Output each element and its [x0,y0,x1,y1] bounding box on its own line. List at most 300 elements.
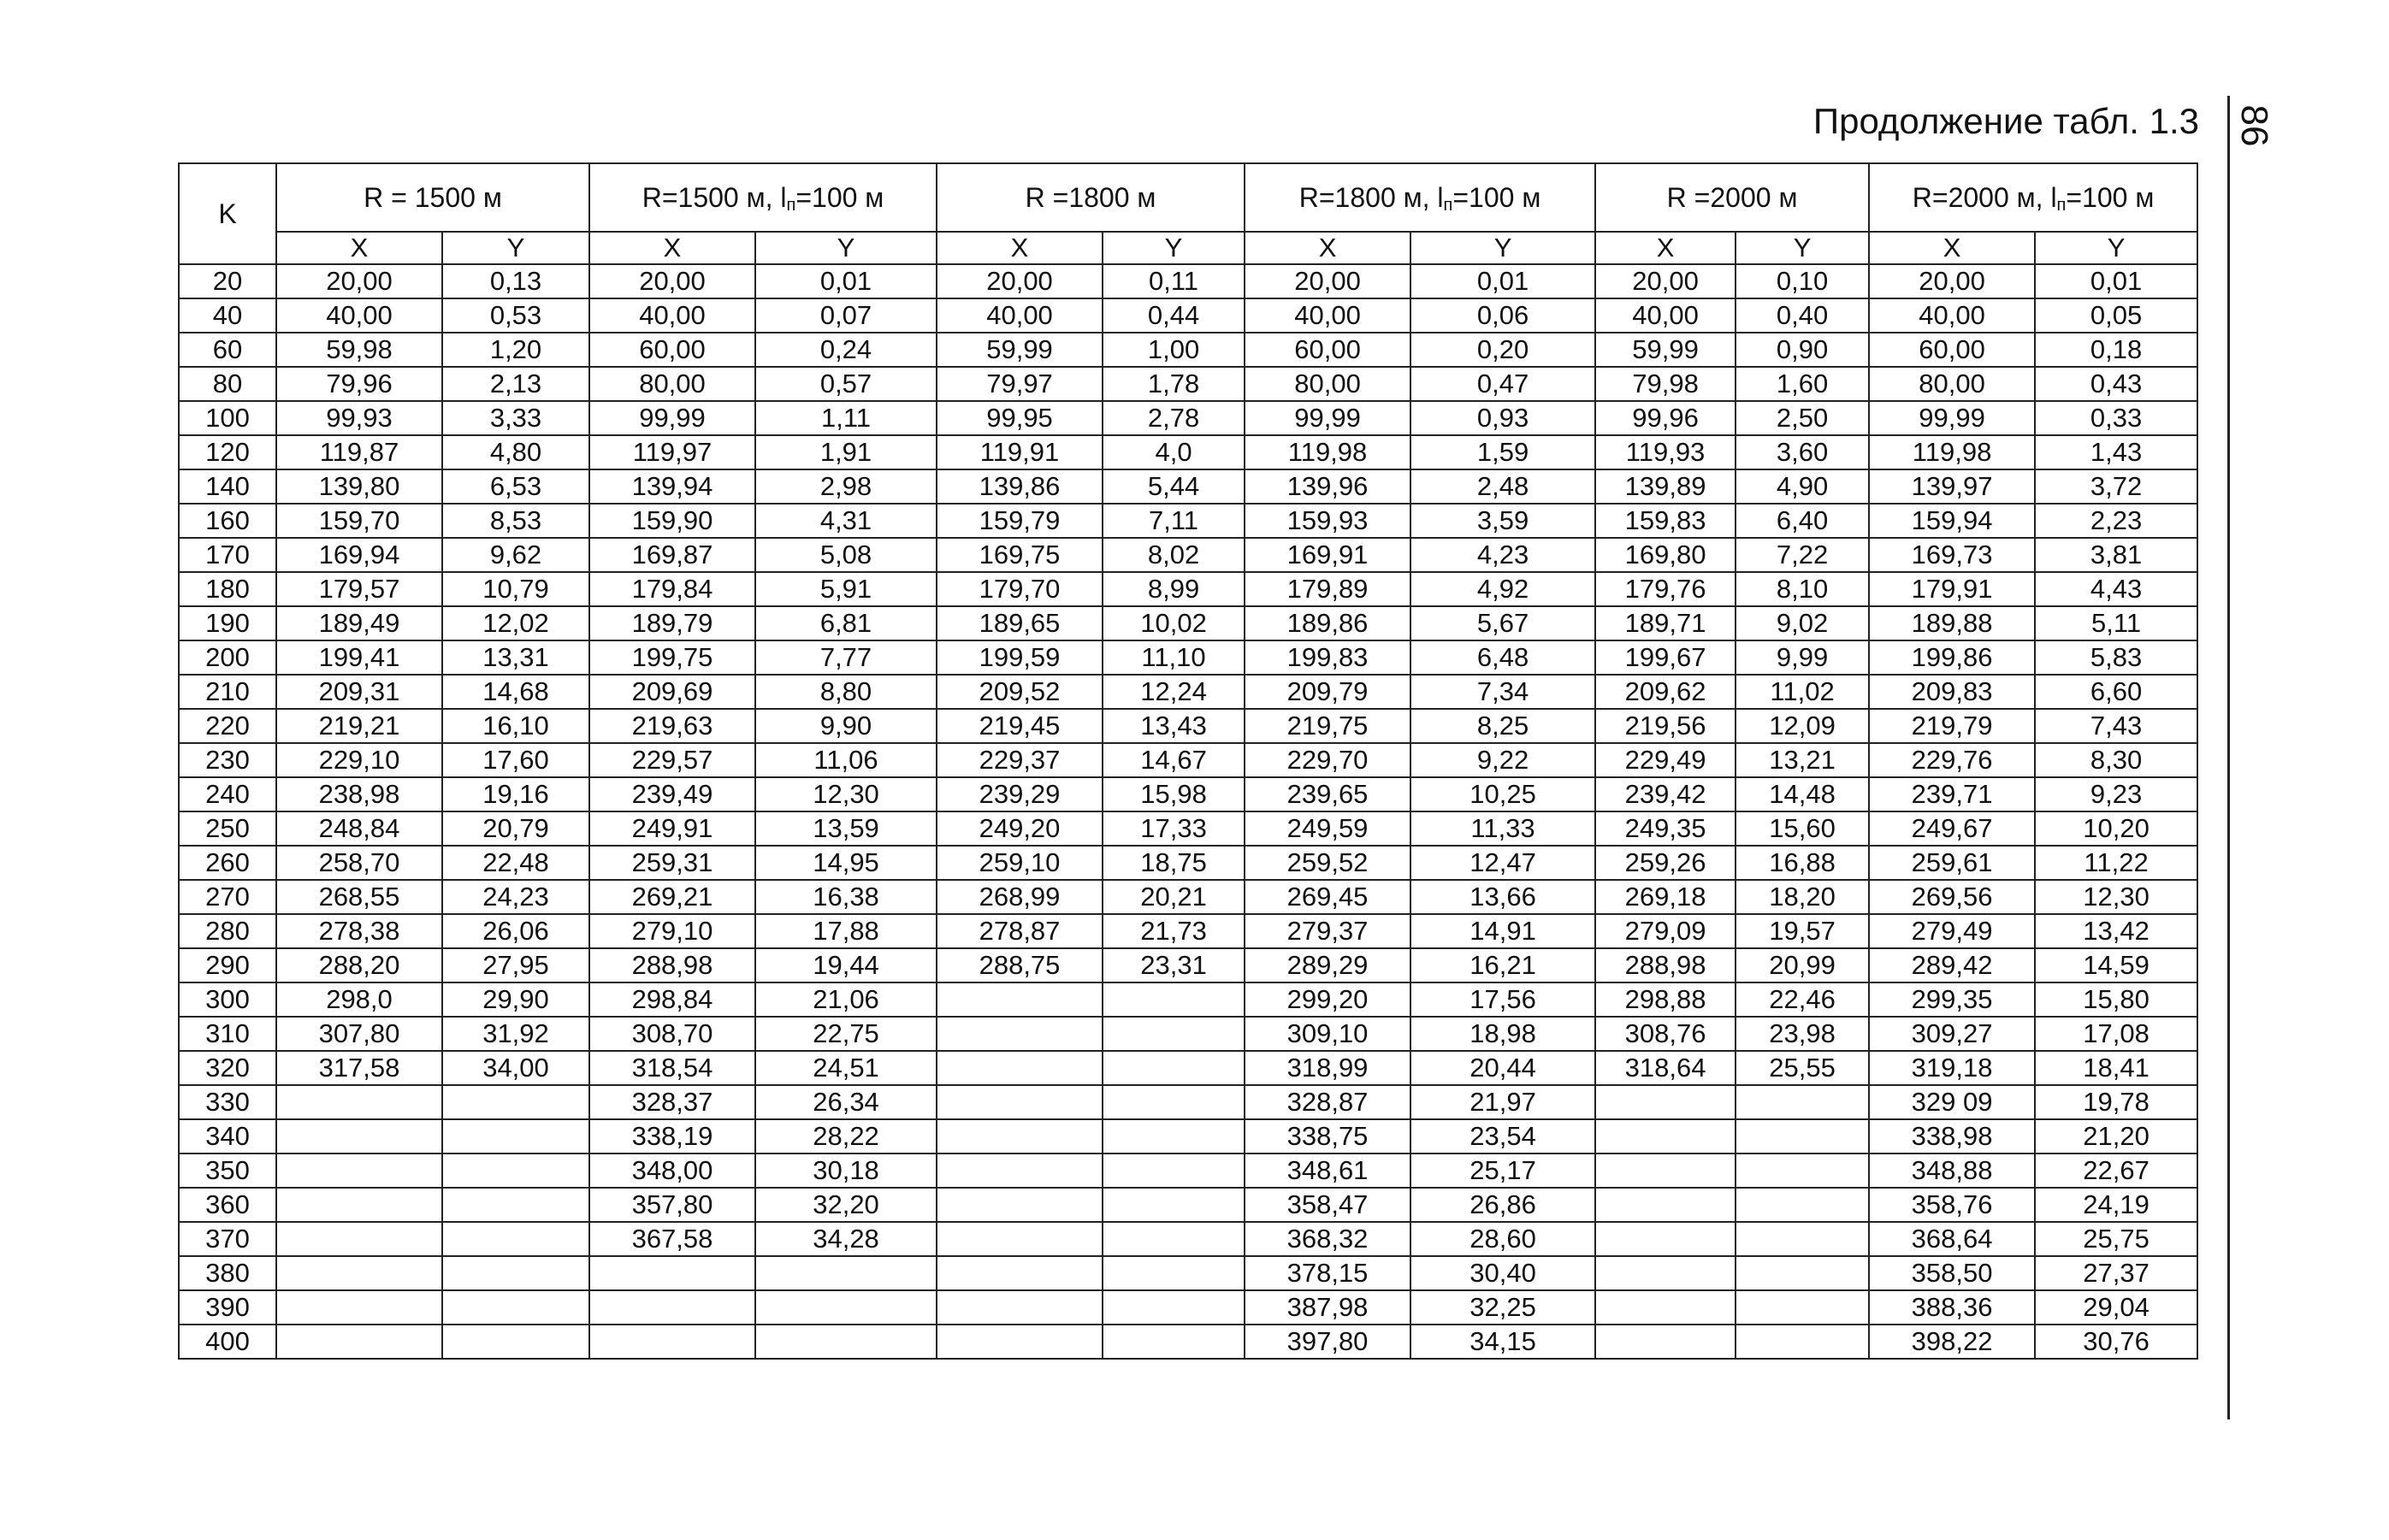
y-cell: 0,20 [1410,333,1595,367]
x-cell: 239,29 [937,777,1103,811]
y-cell: 16,21 [1410,948,1595,982]
y-cell: 11,22 [2035,846,2197,880]
y-cell: 17,88 [755,914,937,948]
y-cell: 0,44 [1103,298,1245,333]
y-cell: 8,02 [1103,538,1245,572]
y-cell: 14,48 [1736,777,1869,811]
margin-rule [2227,96,2230,1419]
y-cell [1103,1188,1245,1222]
y-cell [755,1290,937,1325]
x-cell: 268,99 [937,880,1103,914]
k-cell: 320 [179,1051,276,1085]
x-cell: 309,10 [1245,1017,1410,1051]
y-cell [442,1085,589,1119]
x-cell: 388,36 [1869,1290,2035,1325]
x-cell: 209,83 [1869,675,2035,709]
x-cell: 179,84 [589,572,755,606]
x-cell [937,1154,1103,1188]
x-cell: 229,57 [589,743,755,777]
x-cell: 80,00 [589,367,755,401]
y-cell: 7,77 [755,640,937,675]
k-cell: 200 [179,640,276,675]
k-cell: 100 [179,401,276,435]
y-cell: 9,90 [755,709,937,743]
x-cell: 179,57 [276,572,442,606]
y-cell [1736,1222,1869,1256]
x-cell: 209,31 [276,675,442,709]
x-cell: 139,94 [589,469,755,504]
x-cell [1595,1222,1736,1256]
x-cell [937,1017,1103,1051]
y-cell: 18,41 [2035,1051,2197,1085]
table-row [179,640,2197,675]
table-row [179,435,2197,469]
table-row [179,675,2197,709]
x-cell: 318,99 [1245,1051,1410,1085]
y-cell [755,1325,937,1359]
x-cell: 20,00 [1595,264,1736,298]
k-cell: 230 [179,743,276,777]
y-cell: 0,01 [2035,264,2197,298]
y-cell [1736,1154,1869,1188]
y-cell [1736,1119,1869,1154]
y-cell: 13,43 [1103,709,1245,743]
x-cell: 249,67 [1869,811,2035,846]
y-cell: 11,02 [1736,675,1869,709]
y-cell: 4,23 [1410,538,1595,572]
y-column-header: Y [2035,232,2197,264]
k-cell: 20 [179,264,276,298]
x-cell: 169,75 [937,538,1103,572]
table-row [179,538,2197,572]
y-cell: 17,60 [442,743,589,777]
x-cell: 20,00 [276,264,442,298]
y-cell: 11,33 [1410,811,1595,846]
x-cell [937,1119,1103,1154]
x-cell: 59,98 [276,333,442,367]
table-row [179,982,2197,1017]
y-cell: 34,28 [755,1222,937,1256]
y-cell: 5,44 [1103,469,1245,504]
x-cell [276,1222,442,1256]
y-cell: 22,48 [442,846,589,880]
x-cell: 368,32 [1245,1222,1410,1256]
y-cell: 6,81 [755,606,937,640]
x-cell: 229,49 [1595,743,1736,777]
x-cell: 40,00 [937,298,1103,333]
y-column-header: Y [1736,232,1869,264]
x-cell: 289,29 [1245,948,1410,982]
x-cell: 259,26 [1595,846,1736,880]
y-cell: 14,59 [2035,948,2197,982]
y-cell: 34,15 [1410,1325,1595,1359]
y-cell: 0,18 [2035,333,2197,367]
x-cell: 269,45 [1245,880,1410,914]
k-cell: 180 [179,572,276,606]
x-cell: 279,09 [1595,914,1736,948]
x-column-header: X [276,232,442,264]
y-cell [1736,1085,1869,1119]
k-cell: 280 [179,914,276,948]
y-cell: 0,33 [2035,401,2197,435]
x-cell: 199,75 [589,640,755,675]
x-cell: 20,00 [937,264,1103,298]
x-cell: 20,00 [1869,264,2035,298]
x-cell: 99,99 [1245,401,1410,435]
x-cell: 189,71 [1595,606,1736,640]
table-row [179,1017,2197,1051]
x-cell: 179,89 [1245,572,1410,606]
y-cell: 1,11 [755,401,937,435]
y-cell: 12,24 [1103,675,1245,709]
y-cell: 9,22 [1410,743,1595,777]
x-cell: 299,20 [1245,982,1410,1017]
y-cell [1736,1325,1869,1359]
table-row [179,572,2197,606]
y-cell: 7,22 [1736,538,1869,572]
y-cell: 0,11 [1103,264,1245,298]
y-cell: 15,80 [2035,982,2197,1017]
y-cell: 32,20 [755,1188,937,1222]
y-cell: 1,59 [1410,435,1595,469]
x-cell: 367,58 [589,1222,755,1256]
x-cell: 179,76 [1595,572,1736,606]
x-cell: 387,98 [1245,1290,1410,1325]
y-cell [1103,1290,1245,1325]
x-cell: 179,70 [937,572,1103,606]
x-cell [276,1085,442,1119]
x-cell: 239,42 [1595,777,1736,811]
x-cell: 99,99 [589,401,755,435]
y-cell: 12,02 [442,606,589,640]
x-cell: 219,75 [1245,709,1410,743]
group-header: R =1800 м [937,163,1245,232]
table-row [179,880,2197,914]
y-cell: 2,48 [1410,469,1595,504]
x-cell [1595,1325,1736,1359]
k-cell: 290 [179,948,276,982]
x-cell: 338,98 [1869,1119,2035,1154]
x-cell: 317,58 [276,1051,442,1085]
y-cell: 24,19 [2035,1188,2197,1222]
y-cell: 9,99 [1736,640,1869,675]
y-cell: 20,99 [1736,948,1869,982]
y-cell: 0,13 [442,264,589,298]
table-row [179,367,2197,401]
table-row [179,914,2197,948]
y-cell: 31,92 [442,1017,589,1051]
x-cell: 269,56 [1869,880,2035,914]
x-cell: 199,86 [1869,640,2035,675]
x-cell: 169,80 [1595,538,1736,572]
x-cell: 378,15 [1245,1256,1410,1290]
y-cell: 10,25 [1410,777,1595,811]
y-cell [1103,1256,1245,1290]
x-cell: 139,97 [1869,469,2035,504]
x-cell [937,1222,1103,1256]
y-cell: 15,60 [1736,811,1869,846]
y-cell: 3,72 [2035,469,2197,504]
x-cell [589,1290,755,1325]
y-cell: 15,98 [1103,777,1245,811]
y-cell: 16,10 [442,709,589,743]
y-cell: 18,20 [1736,880,1869,914]
x-cell: 189,86 [1245,606,1410,640]
table-row [179,504,2197,538]
y-cell: 26,06 [442,914,589,948]
x-cell [1595,1154,1736,1188]
x-cell: 238,98 [276,777,442,811]
y-cell: 24,23 [442,880,589,914]
y-cell: 1,60 [1736,367,1869,401]
y-cell: 23,31 [1103,948,1245,982]
y-cell: 19,57 [1736,914,1869,948]
x-cell [589,1256,755,1290]
y-cell [1103,1051,1245,1085]
x-cell: 139,96 [1245,469,1410,504]
x-cell: 249,20 [937,811,1103,846]
x-cell: 209,62 [1595,675,1736,709]
x-column-header: X [937,232,1103,264]
x-cell: 308,70 [589,1017,755,1051]
x-cell: 279,37 [1245,914,1410,948]
x-cell: 199,59 [937,640,1103,675]
k-cell: 40 [179,298,276,333]
y-cell [1736,1188,1869,1222]
x-cell: 219,21 [276,709,442,743]
x-cell: 249,59 [1245,811,1410,846]
x-cell: 248,84 [276,811,442,846]
y-cell: 0,93 [1410,401,1595,435]
k-cell: 370 [179,1222,276,1256]
y-cell [1736,1256,1869,1290]
y-cell: 10,79 [442,572,589,606]
table-row [179,743,2197,777]
y-cell: 20,44 [1410,1051,1595,1085]
y-column-header: Y [755,232,937,264]
x-cell [937,1085,1103,1119]
x-cell: 119,93 [1595,435,1736,469]
k-cell: 160 [179,504,276,538]
k-cell: 190 [179,606,276,640]
x-cell: 60,00 [589,333,755,367]
y-cell: 6,40 [1736,504,1869,538]
y-cell: 7,43 [2035,709,2197,743]
y-cell [1103,1325,1245,1359]
table-row [179,948,2197,982]
k-cell: 220 [179,709,276,743]
y-cell: 5,67 [1410,606,1595,640]
y-cell: 30,18 [755,1154,937,1188]
x-cell: 229,37 [937,743,1103,777]
x-cell: 40,00 [1245,298,1410,333]
x-cell: 79,98 [1595,367,1736,401]
x-cell: 249,35 [1595,811,1736,846]
y-cell: 2,23 [2035,504,2197,538]
k-cell: 390 [179,1290,276,1325]
x-cell [937,1256,1103,1290]
x-cell: 99,95 [937,401,1103,435]
y-cell: 13,59 [755,811,937,846]
k-column-header: K [179,163,276,264]
x-cell: 259,10 [937,846,1103,880]
y-cell [1103,1119,1245,1154]
x-cell: 199,67 [1595,640,1736,675]
x-cell [937,982,1103,1017]
y-cell: 10,02 [1103,606,1245,640]
y-cell [442,1188,589,1222]
y-cell: 25,55 [1736,1051,1869,1085]
x-cell: 338,19 [589,1119,755,1154]
x-cell [1595,1256,1736,1290]
x-cell: 159,90 [589,504,755,538]
y-cell [1103,1017,1245,1051]
y-cell: 18,98 [1410,1017,1595,1051]
y-cell: 17,56 [1410,982,1595,1017]
x-cell: 358,76 [1869,1188,2035,1222]
x-cell [1595,1119,1736,1154]
y-cell: 26,34 [755,1085,937,1119]
x-cell: 229,10 [276,743,442,777]
y-cell: 18,75 [1103,846,1245,880]
x-cell: 298,0 [276,982,442,1017]
y-cell: 7,34 [1410,675,1595,709]
x-cell: 60,00 [1245,333,1410,367]
x-cell: 159,83 [1595,504,1736,538]
k-cell: 350 [179,1154,276,1188]
y-cell: 3,59 [1410,504,1595,538]
x-column-header: X [1245,232,1410,264]
y-cell: 29,04 [2035,1290,2197,1325]
y-cell: 9,23 [2035,777,2197,811]
x-cell: 40,00 [276,298,442,333]
x-cell: 199,41 [276,640,442,675]
x-cell [937,1188,1103,1222]
y-cell: 12,30 [755,777,937,811]
x-cell: 219,45 [937,709,1103,743]
k-cell: 240 [179,777,276,811]
x-cell: 309,27 [1869,1017,2035,1051]
x-cell: 307,80 [276,1017,442,1051]
y-cell: 25,75 [2035,1222,2197,1256]
y-cell: 30,40 [1410,1256,1595,1290]
y-cell: 7,11 [1103,504,1245,538]
table-row [179,1325,2197,1359]
y-cell [442,1256,589,1290]
k-cell: 80 [179,367,276,401]
y-cell: 13,42 [2035,914,2197,948]
y-cell: 0,40 [1736,298,1869,333]
group-header: R = 1500 м [276,163,589,232]
k-cell: 140 [179,469,276,504]
k-cell: 300 [179,982,276,1017]
group-header: R =2000 м [1595,163,1869,232]
k-cell: 60 [179,333,276,367]
y-cell: 0,24 [755,333,937,367]
x-cell [937,1290,1103,1325]
y-cell: 21,06 [755,982,937,1017]
table-header [179,163,2197,264]
x-cell: 318,64 [1595,1051,1736,1085]
table-row [179,1222,2197,1256]
y-cell: 27,37 [2035,1256,2197,1290]
y-cell: 5,91 [755,572,937,606]
x-cell: 299,35 [1869,982,2035,1017]
y-cell: 25,17 [1410,1154,1595,1188]
table-row [179,469,2197,504]
x-cell: 99,93 [276,401,442,435]
x-cell: 169,87 [589,538,755,572]
x-cell: 269,18 [1595,880,1736,914]
x-cell [276,1325,442,1359]
y-cell: 21,20 [2035,1119,2197,1154]
x-cell: 119,98 [1245,435,1410,469]
x-cell: 99,99 [1869,401,2035,435]
y-cell [1103,1154,1245,1188]
x-cell: 80,00 [1245,367,1410,401]
y-cell: 28,22 [755,1119,937,1154]
x-cell: 278,87 [937,914,1103,948]
y-cell: 1,78 [1103,367,1245,401]
y-cell [442,1325,589,1359]
x-cell: 179,91 [1869,572,2035,606]
y-cell: 34,00 [442,1051,589,1085]
y-cell: 4,80 [442,435,589,469]
x-cell: 229,76 [1869,743,2035,777]
k-cell: 170 [179,538,276,572]
x-cell [1595,1290,1736,1325]
x-cell: 398,22 [1869,1325,2035,1359]
x-cell [937,1051,1103,1085]
y-cell: 30,76 [2035,1325,2197,1359]
x-cell: 59,99 [937,333,1103,367]
y-cell: 1,00 [1103,333,1245,367]
y-cell: 4,31 [755,504,937,538]
y-cell: 14,68 [442,675,589,709]
k-cell: 260 [179,846,276,880]
y-cell: 6,60 [2035,675,2197,709]
y-cell: 0,01 [1410,264,1595,298]
y-cell [755,1256,937,1290]
x-cell: 159,93 [1245,504,1410,538]
y-cell: 19,44 [755,948,937,982]
y-cell: 19,16 [442,777,589,811]
x-cell [589,1325,755,1359]
table-row [179,777,2197,811]
y-cell [442,1154,589,1188]
x-cell: 279,10 [589,914,755,948]
table-row [179,264,2197,298]
y-cell: 19,78 [2035,1085,2197,1119]
y-cell: 3,33 [442,401,589,435]
x-cell: 348,88 [1869,1154,2035,1188]
y-cell: 9,62 [442,538,589,572]
x-cell: 119,98 [1869,435,2035,469]
x-cell: 288,98 [1595,948,1736,982]
y-cell: 4,90 [1736,469,1869,504]
y-cell: 4,43 [2035,572,2197,606]
y-cell: 14,91 [1410,914,1595,948]
x-cell: 288,20 [276,948,442,982]
x-cell: 189,88 [1869,606,2035,640]
y-cell: 1,91 [755,435,937,469]
k-cell: 310 [179,1017,276,1051]
y-column-header: Y [1103,232,1245,264]
x-cell: 348,61 [1245,1154,1410,1188]
x-column-header: X [1869,232,2035,264]
x-cell: 288,75 [937,948,1103,982]
x-cell: 209,69 [589,675,755,709]
